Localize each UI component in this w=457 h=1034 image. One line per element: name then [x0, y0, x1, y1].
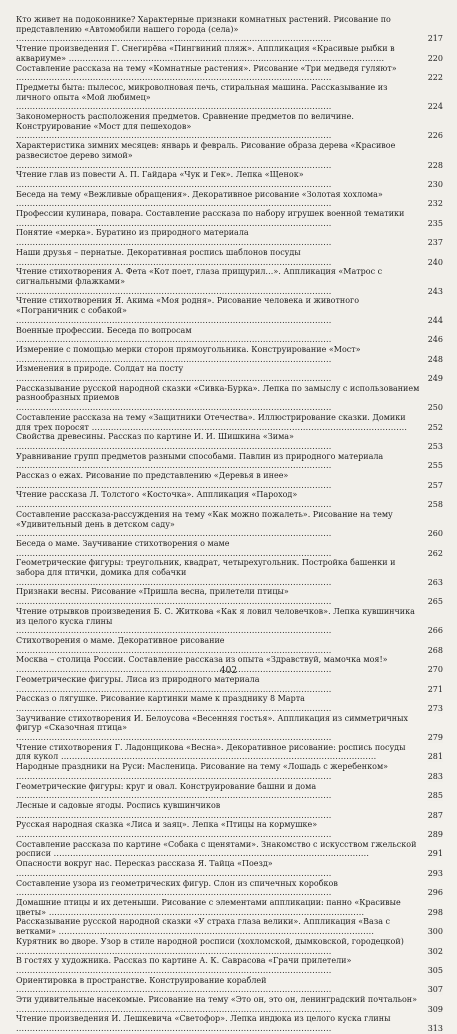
toc-entry-page: 243: [427, 286, 443, 296]
toc-entry-page: 232: [427, 199, 443, 209]
toc-entry-title: Москва – столица России. Составление рассказа из опыта «Здравствуй, мамочка моя!» .....: [16, 655, 443, 674]
toc-entry-title: Свойства древесины. Рассказ по картине И. И. Шишкина «Зима» .....: [16, 432, 443, 451]
toc-entry-page: 226: [427, 131, 443, 141]
toc-entry: [16, 917, 443, 936]
toc-entry-page: 281: [427, 752, 443, 762]
toc-entry: [16, 675, 443, 694]
toc-entry-title: Беседа о маме. Заучивание стихотворения о маме .....: [16, 539, 443, 558]
toc-entry-title: Геометрические фигуры. Лиса из природного материала .....: [16, 675, 443, 694]
toc-entry-title: Военные профессии. Беседа по вопросам .....: [16, 326, 443, 345]
toc-entry: [16, 956, 443, 975]
toc-entry: [16, 539, 443, 558]
toc-entry: [16, 840, 443, 859]
toc-entry: [16, 452, 443, 471]
toc-entry-title: Заучивание стихотворения И. Белоусова «Весенняя гостья». Аппликация из симметричных фигур «Сказочная птица» .....: [16, 714, 443, 743]
toc-entry-page: 279: [427, 733, 443, 743]
toc-entry-page: 235: [427, 218, 443, 228]
toc-entry-page: 265: [427, 597, 443, 607]
toc-entry: [16, 345, 443, 364]
toc-entry: [16, 471, 443, 490]
toc-entry-page: 285: [427, 791, 443, 801]
toc-entry: [16, 228, 443, 247]
toc-entry: [16, 364, 443, 383]
toc-entry-title: Измерение с помощью мерки сторон прямоугольника. Конструирование «Мост» .....: [16, 345, 443, 364]
toc-entry: [16, 1014, 443, 1033]
toc-entry-page: 305: [427, 965, 443, 975]
toc-entry-page: 289: [427, 830, 443, 840]
toc-entry-title: Составление рассказа-рассуждения на тему «Как можно пожалеть». Рисование на тему «Удивительный день в детском саду» .....: [16, 510, 443, 539]
toc-entry-title: Составление узора из геометрических фигур. Слон из спичечных коробков .....: [16, 879, 443, 898]
toc-entry-page: 217: [427, 34, 443, 44]
toc-entry-title: Домашние птицы и их детеныши. Рисование с элементами аппликации: панно «Красивые цветы» .....: [16, 898, 443, 917]
toc-entry-title: Составление рассказа по картине «Собака с щенятами». Знакомство с искусством гжельской росписи .....: [16, 840, 443, 859]
toc-entry: [16, 267, 443, 296]
toc-entry-page: 262: [427, 548, 443, 558]
toc-entry-page: 244: [427, 315, 443, 325]
toc-entry: [16, 898, 443, 917]
toc-entry-title: Геометрические фигуры: треугольник, квадрат, четырехугольник. Постройка башенки и забора для птички, домика для собачки .....: [16, 558, 443, 587]
toc-entry: [16, 15, 443, 44]
toc-entry-page: 296: [427, 888, 443, 898]
toc-entry-page: 228: [427, 160, 443, 170]
toc-entry: [16, 607, 443, 636]
toc-entry: [16, 44, 443, 63]
toc-entry-title: Рассказ о лягушке. Рисование картинки маме к празднику 8 Марта .....: [16, 694, 443, 713]
toc-entry-title: Опасности вокруг нас. Пересказ рассказа Я. Тайца «Поезд» .....: [16, 859, 443, 878]
toc-entry-title: Эти удивительные насекомые. Рисование на тему «Это он, это он, ленинградский почтальон» .....: [16, 995, 443, 1014]
toc-entry-page: 266: [427, 626, 443, 636]
toc-entry: [16, 510, 443, 539]
toc-entry: [16, 820, 443, 839]
toc-entry: [16, 413, 443, 432]
toc-entry-page: 270: [427, 665, 443, 675]
toc-entry-page: 257: [427, 480, 443, 490]
toc-entry-title: Рассказывание русской народной сказки «У страха глаза велики». Аппликация «Ваза с ветками» .....: [16, 917, 443, 936]
toc-entry-page: 271: [427, 684, 443, 694]
toc-entry-title: Чтение произведения И. Лешкевича «Светофор». Лепка индюка из целого куска глины .....: [16, 1014, 443, 1033]
toc-entry: [16, 694, 443, 713]
toc-entry-page: 268: [427, 645, 443, 655]
toc-entry-title: Рассказывание русской народной сказки «Сивка-Бурка». Лепка по замыслу с использованием разнообразных приемов .....: [16, 384, 443, 413]
toc-entry-page: 309: [427, 1004, 443, 1014]
toc-entry-title: Стихотворения о маме. Декоративное рисование .....: [16, 636, 443, 655]
toc-entry-title: Составление рассказа на тему «Комнатные растения». Рисование «Три медведя гуляют» .....: [16, 64, 443, 83]
toc-entry-title: Чтение рассказа Л. Толстого «Косточка». Аппликация «Пароход» .....: [16, 490, 443, 509]
toc-entry: [16, 141, 443, 170]
toc-entry: [16, 587, 443, 606]
toc-entry-title: Составление рассказа на тему «Защитники Отечества». Иллюстрирование сказки. Домики для трех поросят .....: [16, 413, 443, 432]
toc-entry-title: Беседа на тему «Вежливые обращения». Декоративное рисование «Золотая хохлома» .....: [16, 190, 443, 209]
toc-entry-page: 263: [427, 577, 443, 587]
toc-entry-page: 273: [427, 703, 443, 713]
toc-entry: [16, 801, 443, 820]
toc-entry-page: 250: [427, 403, 443, 413]
toc-entry: [16, 170, 443, 189]
toc-entry: [16, 64, 443, 83]
toc-entry-title: Чтение стихотворения Г. Ладонщикова «Весна». Декоративное рисование: роспись посуды для кукол .....: [16, 743, 443, 762]
toc-entry: [16, 714, 443, 743]
toc-entry-title: Изменения в природе. Солдат на посту .....: [16, 364, 443, 383]
toc-entry: [16, 859, 443, 878]
toc-entry-title: Чтение глав из повести А. П. Гайдара «Чук и Гек». Лепка «Щенок» .....: [16, 170, 443, 189]
toc-entry-title: Профессии кулинара, повара. Составление рассказа по набору игрушек военной тематики .....: [16, 209, 443, 228]
toc-entry-title: Чтение стихотворения А. Фета «Кот поет, глаза прищурил…». Аппликация «Матрос с сигнальными флажками» .....: [16, 267, 443, 296]
toc-entry: [16, 248, 443, 267]
toc-entry-page: 287: [427, 810, 443, 820]
toc-entry-title: Ориентировка в пространстве. Конструирование кораблей .....: [16, 976, 443, 995]
page-number: 402: [219, 666, 238, 676]
toc-entry-page: 293: [427, 868, 443, 878]
toc-entry-page: 252: [427, 422, 443, 432]
toc-entry-title: Закономерность расположения предметов. Сравнение предметов по величине. Конструирование «Мост для пешеходов» .....: [16, 112, 443, 141]
table-of-contents: [16, 15, 443, 1034]
toc-entry-page: 313: [427, 1024, 443, 1034]
toc-entry-title: Рассказ о ежах. Рисование по представлению «Деревья в инее» .....: [16, 471, 443, 490]
toc-entry: [16, 190, 443, 209]
toc-entry: [16, 762, 443, 781]
toc-entry: [16, 743, 443, 762]
toc-entry: [16, 636, 443, 655]
toc-entry: [16, 879, 443, 898]
toc-entry: [16, 976, 443, 995]
toc-entry: [16, 995, 443, 1014]
toc-entry: [16, 937, 443, 956]
toc-entry: [16, 83, 443, 112]
toc-entry: [16, 782, 443, 801]
toc-entry-page: 260: [427, 529, 443, 539]
toc-entry-page: 240: [427, 257, 443, 267]
toc-entry: [16, 558, 443, 587]
toc-entry: [16, 432, 443, 451]
toc-entry-page: 258: [427, 500, 443, 510]
toc-entry-page: 222: [427, 73, 443, 83]
toc-entry-page: 283: [427, 771, 443, 781]
toc-entry-page: 237: [427, 238, 443, 248]
toc-entry-title: Лесные и садовые ягоды. Роспись кувшинчиков .....: [16, 801, 443, 820]
toc-entry-page: 253: [427, 441, 443, 451]
toc-entry-title: В гостях у художника. Рассказ по картине А. К. Саврасова «Грачи прилетели» .....: [16, 956, 443, 975]
toc-entry-title: Русская народная сказка «Лиса и заяц». Лепка «Птицы на кормушке» .....: [16, 820, 443, 839]
toc-entry-title: Кто живет на подоконнике? Характерные признаки комнатных растений. Рисование по представлению «Автомобили нашего города (села)» .....: [16, 15, 443, 44]
toc-entry-title: Наши друзья – пернатые. Декоративная роспись шаблонов посуды .....: [16, 248, 443, 267]
toc-entry-title: Народные праздники на Руси: Масленица. Рисование на тему «Лошадь с жеребенком» .....: [16, 762, 443, 781]
toc-entry-title: Чтение произведения Г. Снегирёва «Пингвиний пляж». Аппликация «Красивые рыбки в аквариуме» .....: [16, 44, 443, 63]
toc-entry-page: 248: [427, 354, 443, 364]
toc-entry-page: 246: [427, 335, 443, 345]
toc-entry: [16, 326, 443, 345]
toc-entry-page: 291: [427, 849, 443, 859]
toc-entry: [16, 490, 443, 509]
toc-entry-title: Чтение отрывков произведения Б. С. Житкова «Как я ловил человечков». Лепка кувшинчика из целого куска глины .....: [16, 607, 443, 636]
toc-entry-page: 255: [427, 461, 443, 471]
toc-entry-page: 307: [427, 985, 443, 995]
toc-entry-title: Характеристика зимних месяцев: январь и февраль. Рисование образа дерева «Красивое развесистое дерево зимой» .....: [16, 141, 443, 170]
toc-entry-page: 220: [427, 53, 443, 63]
toc-entry-title: Геометрические фигуры: круг и овал. Конструирование башни и дома .....: [16, 782, 443, 801]
toc-entry-title: Уравнивание групп предметов разными способами. Павлин из природного материала .....: [16, 452, 443, 471]
toc-entry-title: Предметы бытa: пылесос, микроволновая печь, стиральная машина. Рассказывание из личного опыта «Мой любимец» .....: [16, 83, 443, 112]
toc-entry-title: Признаки весны. Рисование «Пришла весна, прилетели птицы» .....: [16, 587, 443, 606]
toc-entry-page: 224: [427, 102, 443, 112]
toc-entry-title: Понятие «мерка». Буратино из природного материала .....: [16, 228, 443, 247]
toc-entry: [16, 209, 443, 228]
toc-entry-title: Курятник во дворе. Узор в стиле народной росписи (хохломской, дымковской, городецкой) .....: [16, 937, 443, 956]
toc-entry: [16, 384, 443, 413]
toc-entry: [16, 112, 443, 141]
toc-entry-page: 230: [427, 179, 443, 189]
toc-entry: [16, 296, 443, 325]
toc-entry-page: 302: [427, 946, 443, 956]
toc-entry-page: 298: [427, 907, 443, 917]
toc-entry-page: 300: [427, 927, 443, 937]
toc-entry-page: 249: [427, 374, 443, 384]
toc-entry-title: Чтение стихотворения Я. Акима «Моя родня». Рисование человека и животного «Пограничник с собакой» .....: [16, 296, 443, 325]
